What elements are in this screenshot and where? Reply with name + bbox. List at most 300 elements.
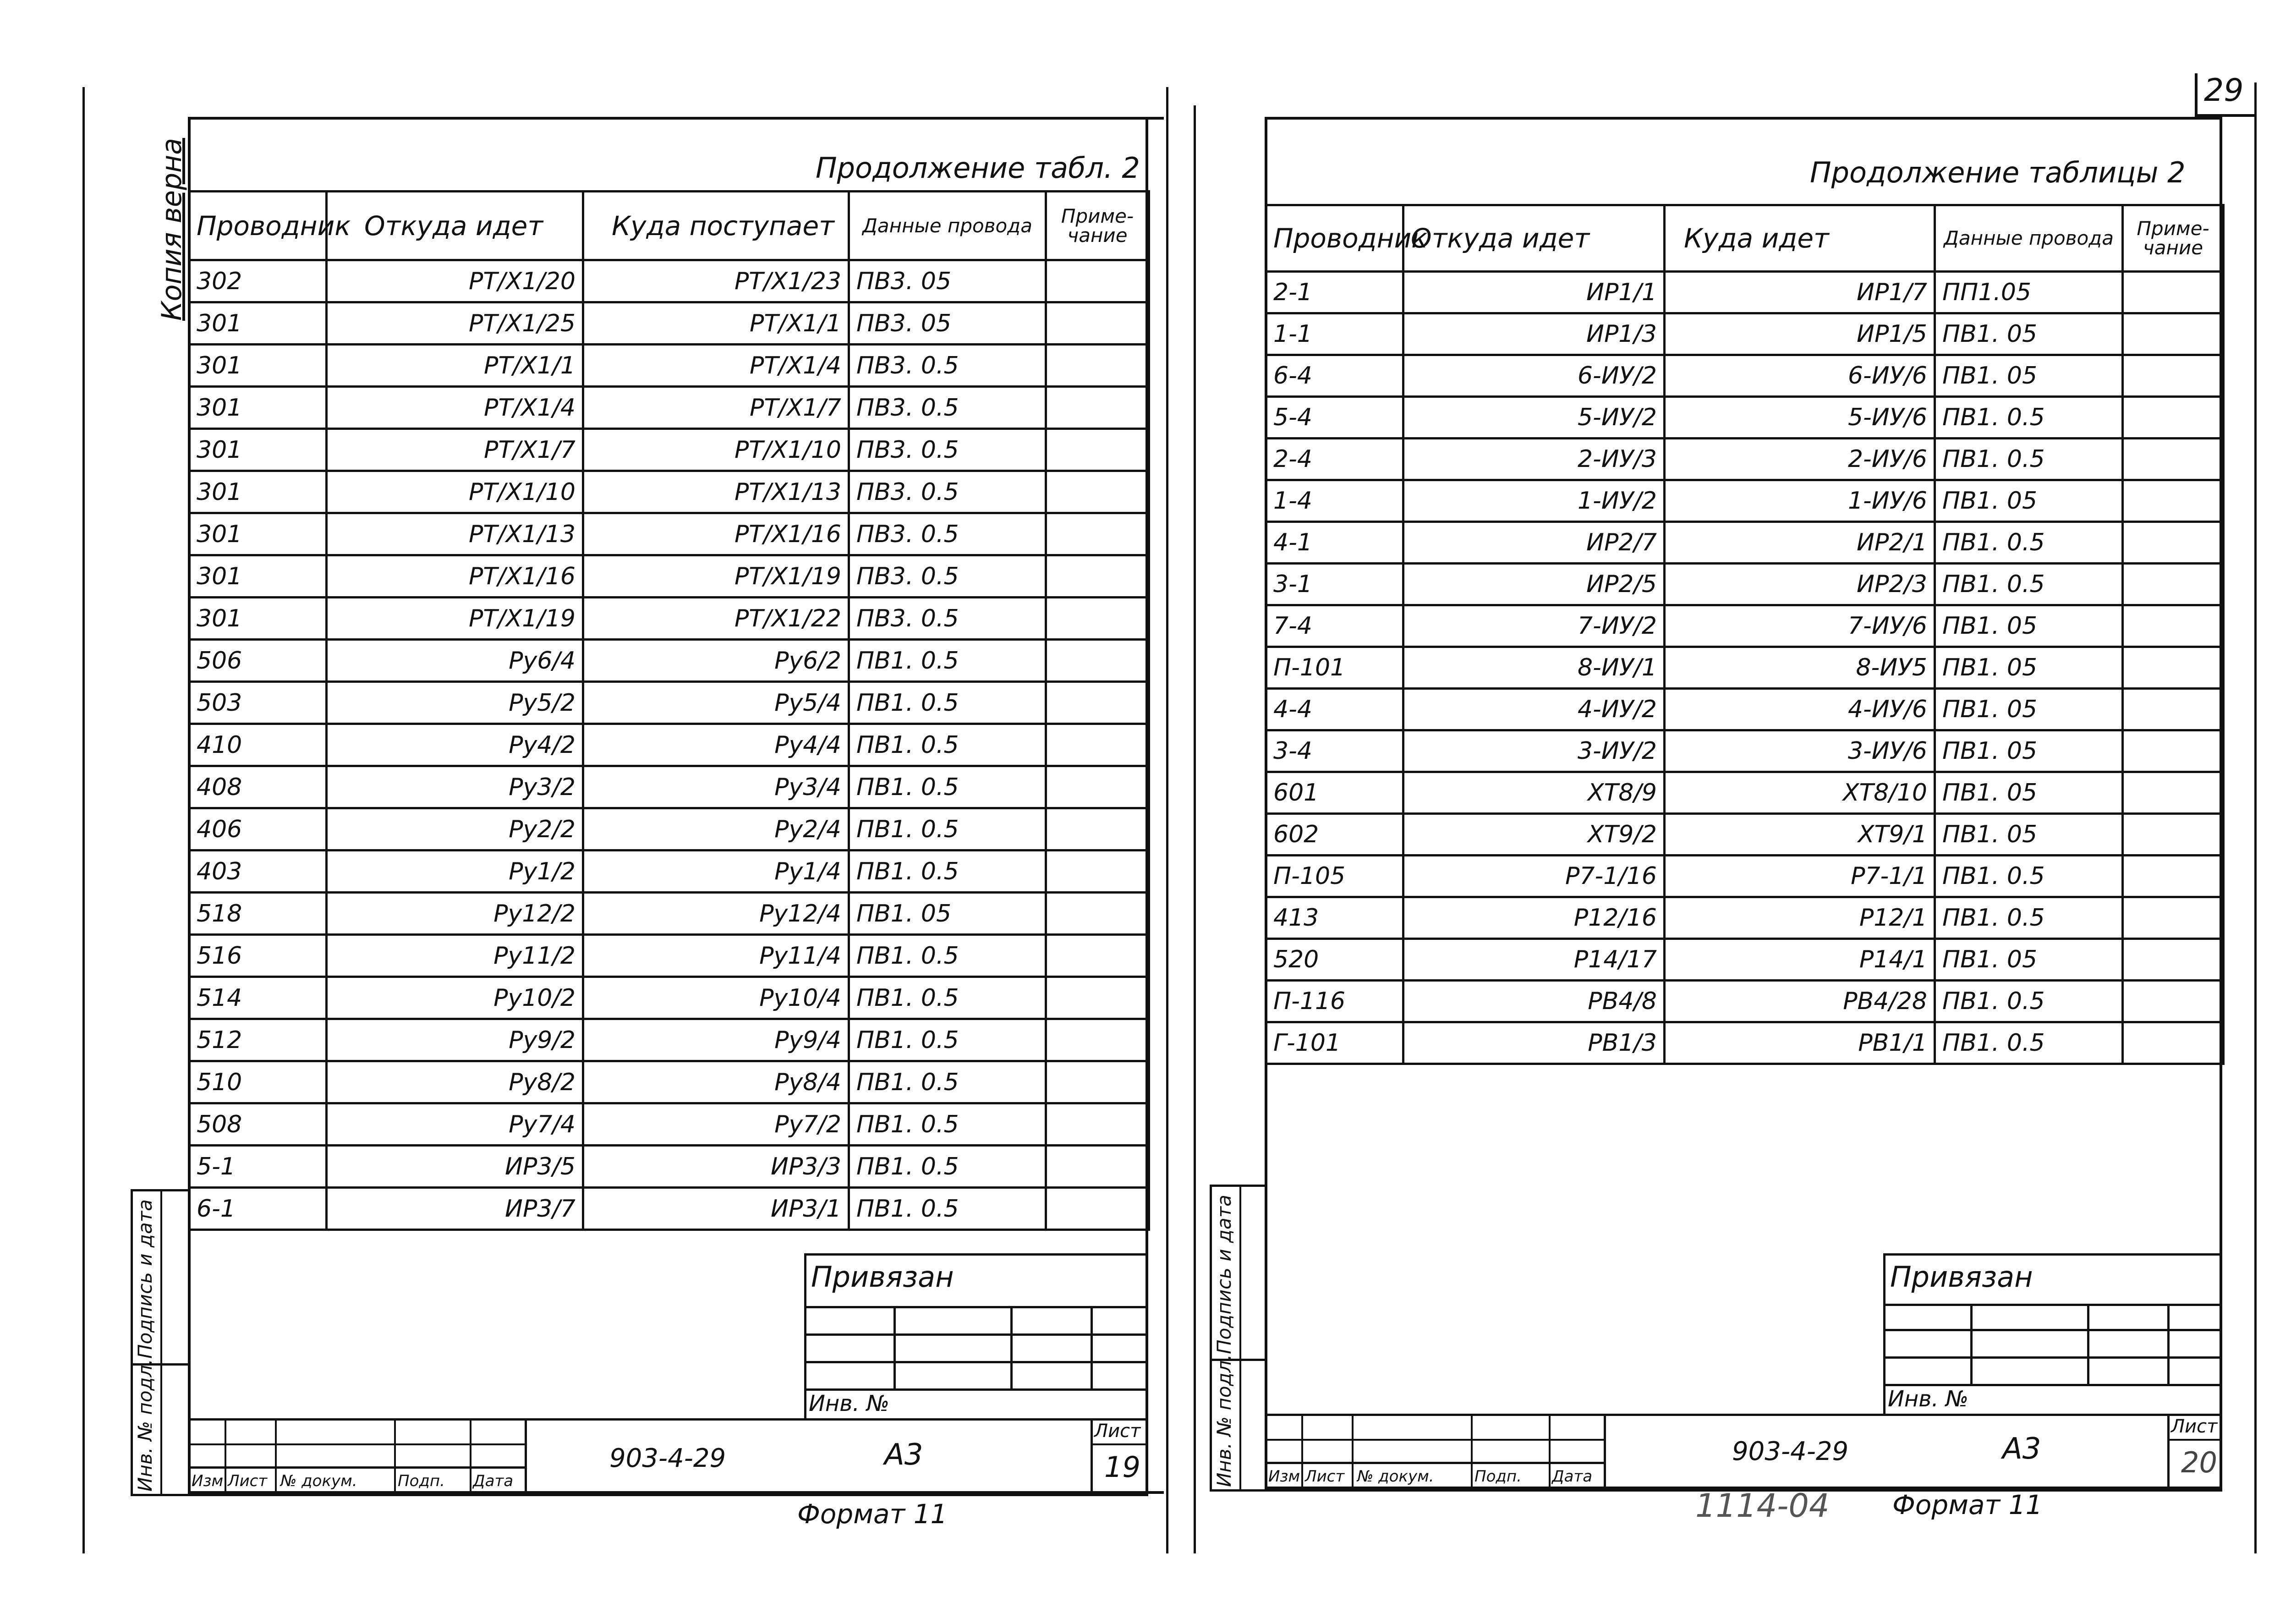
right-cell-note <box>2123 313 2224 355</box>
right-sheet-no: 20 <box>2181 1446 2217 1479</box>
right-tied-row1 <box>1883 1304 2222 1306</box>
right-cell-to: ИР1/7 <box>1665 272 1935 313</box>
right-stamp-c1 <box>1301 1414 1303 1492</box>
right-table-row <box>1266 1022 2224 1064</box>
right-header-to: Куда идет <box>1665 205 1935 272</box>
left-cell-wire-data: ПВ3. 05 <box>849 302 1046 345</box>
left-cell-note <box>1046 1019 1149 1061</box>
left-table-row <box>189 893 1149 935</box>
left-table-row <box>189 555 1149 598</box>
left-cell-wire: 503 <box>189 682 327 724</box>
right-cell-from: 5-ИУ/2 <box>1403 397 1665 439</box>
right-cell-wire-data: ПВ1. 05 <box>1935 689 2123 730</box>
left-cell-wire: 516 <box>189 935 327 977</box>
right-side-strip-col <box>1239 1185 1241 1492</box>
right-cell-wire-data: ПВ1. 05 <box>1935 939 2123 981</box>
left-cell-to: Ру10/4 <box>583 977 849 1019</box>
left-cell-note <box>1046 1061 1149 1103</box>
left-table-row <box>189 471 1149 513</box>
left-cell-to: ИР3/3 <box>583 1146 849 1188</box>
left-cell-to: PT/X1/4 <box>583 345 849 387</box>
right-cell-note <box>2123 689 2224 730</box>
right-tied-col2 <box>2087 1304 2089 1384</box>
right-stamp-sheetrow <box>2167 1439 2222 1441</box>
left-edge-line <box>82 87 85 1553</box>
left-cell-to: Ру3/4 <box>583 766 849 808</box>
right-cell-from: ИР1/3 <box>1403 313 1665 355</box>
right-cell-from: ИР1/1 <box>1403 272 1665 313</box>
right-doc-code: 903-4-29 <box>1732 1437 1849 1466</box>
left-cell-note <box>1046 977 1149 1019</box>
right-edge-line <box>2254 82 2257 1553</box>
right-header-from: Откуда идет <box>1403 205 1665 272</box>
right-cell-note <box>2123 1022 2224 1064</box>
left-cell-wire: 5-1 <box>189 1146 327 1188</box>
left-cell-wire: 518 <box>189 893 327 935</box>
left-table-row <box>189 598 1149 640</box>
left-cell-wire-data: ПВ1. 0.5 <box>849 1188 1046 1230</box>
left-cell-wire-data: ПВ3. 0.5 <box>849 471 1046 513</box>
right-cell-note <box>2123 439 2224 480</box>
right-cell-wire-data: ПВ1. 05 <box>1935 814 2123 856</box>
right-cell-wire: 1-4 <box>1266 480 1403 522</box>
left-cell-from: ИР3/5 <box>327 1146 583 1188</box>
left-cell-from: ИР3/7 <box>327 1188 583 1230</box>
left-cell-wire-data: ПВ1. 05 <box>849 893 1046 935</box>
left-tied-col1 <box>893 1306 896 1388</box>
left-cell-wire: 301 <box>189 598 327 640</box>
right-cell-to: PB1/1 <box>1665 1022 1935 1064</box>
right-cell-wire: 2-1 <box>1266 272 1403 313</box>
left-cell-note <box>1046 1103 1149 1146</box>
right-cell-wire: 5-4 <box>1266 397 1403 439</box>
right-format-line: Формат 11 <box>1892 1489 2043 1520</box>
right-tied-row3 <box>1883 1356 2222 1359</box>
right-cell-from: PB4/8 <box>1403 981 1665 1022</box>
left-header-note: Приме-чание <box>1046 192 1149 260</box>
left-cell-from: Ру2/2 <box>327 808 583 850</box>
right-cell-to: P14/1 <box>1665 939 1935 981</box>
right-table-row <box>1266 480 2224 522</box>
right-table-row <box>1266 313 2224 355</box>
right-cell-wire-data: ПВ1. 05 <box>1935 772 2123 814</box>
left-cell-to: Ру5/4 <box>583 682 849 724</box>
left-stamp-c1 <box>225 1418 226 1496</box>
right-table-row <box>1266 939 2224 981</box>
right-cell-note <box>2123 939 2224 981</box>
left-cell-wire-data: ПВ3. 0.5 <box>849 345 1046 387</box>
left-cell-wire-data: ПВ1. 0.5 <box>849 682 1046 724</box>
left-table-row <box>189 387 1149 429</box>
right-tied-col1 <box>1970 1304 1973 1384</box>
right-stamp-c4 <box>1549 1414 1551 1492</box>
right-cell-to: 8-ИУ5 <box>1665 647 1935 689</box>
left-cell-from: Ру5/2 <box>327 682 583 724</box>
left-cell-from: Ру4/2 <box>327 724 583 766</box>
left-cell-to: PT/X1/19 <box>583 555 849 598</box>
right-cell-wire-data: ПВ1. 0.5 <box>1935 439 2123 480</box>
right-table-row <box>1266 814 2224 856</box>
left-cell-wire-data: ПВ1. 0.5 <box>849 1103 1046 1146</box>
left-format-code: А3 <box>884 1438 923 1472</box>
left-stamp-c4 <box>470 1418 471 1496</box>
right-stamp-doc: № докум. <box>1357 1467 1434 1486</box>
left-cell-from: PT/X1/1 <box>327 345 583 387</box>
left-cell-wire: 301 <box>189 302 327 345</box>
left-stamp-divider <box>525 1418 527 1496</box>
left-cell-from: PT/X1/10 <box>327 471 583 513</box>
left-table-row <box>189 1103 1149 1146</box>
right-cell-from: 2-ИУ/3 <box>1403 439 1665 480</box>
right-cell-from: 6-ИУ/2 <box>1403 355 1665 397</box>
left-cell-from: Ру3/2 <box>327 766 583 808</box>
left-cell-to: PT/X1/1 <box>583 302 849 345</box>
left-cell-wire: 301 <box>189 471 327 513</box>
right-table-row <box>1266 605 2224 647</box>
left-cell-from: PT/X1/7 <box>327 429 583 471</box>
right-stamp-mid <box>1265 1462 1606 1464</box>
right-cell-to: XT9/1 <box>1665 814 1935 856</box>
right-inv-no: Инв. № <box>1888 1386 1969 1412</box>
left-copy-stamp: Копия верна <box>156 137 188 321</box>
left-cell-wire-data: ПВ1. 0.5 <box>849 935 1046 977</box>
right-cell-wire: Г-101 <box>1266 1022 1403 1064</box>
left-stamp-mid <box>188 1466 527 1469</box>
right-cell-to: 5-ИУ/6 <box>1665 397 1935 439</box>
right-table-row <box>1266 397 2224 439</box>
right-cell-wire: П-105 <box>1266 856 1403 897</box>
left-table-row <box>189 302 1149 345</box>
left-table-row <box>189 429 1149 471</box>
left-header-wire: Проводник <box>189 192 327 260</box>
left-cell-note <box>1046 598 1149 640</box>
right-table-row <box>1266 355 2224 397</box>
left-table-title: Продолжение табл. 2 <box>816 151 1140 185</box>
left-cell-to: PT/X1/7 <box>583 387 849 429</box>
left-cell-wire: 302 <box>189 260 327 302</box>
left-table-row <box>189 513 1149 555</box>
left-cell-wire: 403 <box>189 850 327 893</box>
left-cell-wire-data: ПВ3. 05 <box>849 260 1046 302</box>
left-cell-note <box>1046 302 1149 345</box>
left-table-row <box>189 1146 1149 1188</box>
right-header-data: Данные провода <box>1935 205 2123 272</box>
left-cell-from: PT/X1/25 <box>327 302 583 345</box>
left-stamp-date: Дата <box>473 1472 514 1490</box>
right-cell-wire-data: ПВ1. 0.5 <box>1935 1022 2123 1064</box>
right-cell-note <box>2123 772 2224 814</box>
left-cell-to: Ру1/4 <box>583 850 849 893</box>
right-stamp-list: Лист <box>1305 1467 1345 1486</box>
left-cell-to: PT/X1/23 <box>583 260 849 302</box>
left-cell-note <box>1046 640 1149 682</box>
left-cell-note <box>1046 1188 1149 1230</box>
left-tied-row1 <box>804 1306 1148 1308</box>
left-cell-wire: 301 <box>189 345 327 387</box>
left-cell-to: ИР3/1 <box>583 1188 849 1230</box>
left-header-data: Данные провода <box>849 192 1046 260</box>
left-cell-wire: 410 <box>189 724 327 766</box>
left-cell-wire-data: ПВ1. 0.5 <box>849 766 1046 808</box>
left-cell-wire-data: ПВ1. 0.5 <box>849 1019 1046 1061</box>
left-cell-note <box>1046 850 1149 893</box>
right-cell-note <box>2123 897 2224 939</box>
left-cell-from: Ру1/2 <box>327 850 583 893</box>
left-cell-wire-data: ПВ3. 0.5 <box>849 555 1046 598</box>
right-side-label-inv: Инв. № подл. <box>1213 1354 1235 1487</box>
right-cell-wire: П-101 <box>1266 647 1403 689</box>
left-cell-to: Ру12/4 <box>583 893 849 935</box>
left-cell-from: Ру10/2 <box>327 977 583 1019</box>
right-cell-note <box>2123 605 2224 647</box>
right-cell-to: 1-ИУ/6 <box>1665 480 1935 522</box>
left-sheet-no: 19 <box>1104 1450 1140 1484</box>
right-cell-wire: 4-4 <box>1266 689 1403 730</box>
right-format-code: А3 <box>2002 1432 2041 1466</box>
right-cell-from: ИР2/5 <box>1403 564 1665 605</box>
right-tied-row2 <box>1883 1329 2222 1331</box>
right-stamp-sign: Подп. <box>1474 1467 1522 1486</box>
left-side-strip-col <box>160 1189 162 1496</box>
right-cell-to: 2-ИУ/6 <box>1665 439 1935 480</box>
right-cell-to: 3-ИУ/6 <box>1665 730 1935 772</box>
right-table-row <box>1266 981 2224 1022</box>
left-cell-wire: 301 <box>189 513 327 555</box>
left-table-row <box>189 808 1149 850</box>
left-cell-wire: 512 <box>189 1019 327 1061</box>
right-cell-wire-data: ПВ1. 0.5 <box>1935 522 2123 564</box>
left-cell-to: PT/X1/16 <box>583 513 849 555</box>
right-cell-from: 3-ИУ/2 <box>1403 730 1665 772</box>
left-cell-wire-data: ПВ3. 0.5 <box>849 513 1046 555</box>
right-table-row <box>1266 730 2224 772</box>
left-inv-no: Инв. № <box>809 1391 890 1416</box>
left-cell-to: PT/X1/10 <box>583 429 849 471</box>
right-cell-wire-data: ПВ1. 05 <box>1935 313 2123 355</box>
right-header-note: Приме-чание <box>2123 205 2224 272</box>
left-stamp-izm: Изм <box>192 1472 224 1490</box>
right-cell-from: P12/16 <box>1403 897 1665 939</box>
right-table-row <box>1266 272 2224 313</box>
center-left-line <box>1166 87 1168 1553</box>
left-tied-row3 <box>804 1361 1148 1363</box>
right-table-row <box>1266 647 2224 689</box>
right-cell-from: 1-ИУ/2 <box>1403 480 1665 522</box>
left-cell-note <box>1046 345 1149 387</box>
right-cell-wire-data: ПВ1. 0.5 <box>1935 397 2123 439</box>
right-cell-note <box>2123 355 2224 397</box>
right-cell-note <box>2123 814 2224 856</box>
left-table-row <box>189 345 1149 387</box>
left-stamp-c2 <box>275 1418 277 1496</box>
right-stamp-sheetcol <box>2167 1414 2170 1492</box>
right-table-row <box>1266 522 2224 564</box>
left-cell-wire-data: ПВ1. 0.5 <box>849 724 1046 766</box>
right-cell-wire-data: ПП1.05 <box>1935 272 2123 313</box>
right-cell-note <box>2123 856 2224 897</box>
right-cell-to: P7-1/1 <box>1665 856 1935 897</box>
left-cell-note <box>1046 1146 1149 1188</box>
right-cell-wire: 2-4 <box>1266 439 1403 480</box>
right-table-row <box>1266 439 2224 480</box>
left-cell-note <box>1046 513 1149 555</box>
left-cell-wire: 508 <box>189 1103 327 1146</box>
left-cell-to: Ру7/2 <box>583 1103 849 1146</box>
left-cell-wire: 301 <box>189 387 327 429</box>
left-stamp-c3 <box>394 1418 396 1496</box>
right-cell-to: 4-ИУ/6 <box>1665 689 1935 730</box>
left-stamp-doc: № докум. <box>280 1472 357 1490</box>
left-table-row <box>189 724 1149 766</box>
left-header-from: Откуда идет <box>327 192 583 260</box>
left-table-row <box>189 682 1149 724</box>
right-cell-wire: 413 <box>1266 897 1403 939</box>
left-cell-note <box>1046 260 1149 302</box>
left-stamp-sheetrow <box>1091 1443 1148 1445</box>
right-cell-wire-data: ПВ1. 05 <box>1935 605 2123 647</box>
left-cell-wire-data: ПВ1. 0.5 <box>849 977 1046 1019</box>
left-cell-to: Ру4/4 <box>583 724 849 766</box>
left-cell-wire-data: ПВ1. 0.5 <box>849 850 1046 893</box>
left-tied-label: Привязан <box>811 1260 954 1294</box>
left-cell-from: Ру12/2 <box>327 893 583 935</box>
right-stamp-c3 <box>1471 1414 1473 1492</box>
left-cell-from: Ру8/2 <box>327 1061 583 1103</box>
right-stamp-izm: Изм <box>1268 1467 1300 1486</box>
right-cell-from: 4-ИУ/2 <box>1403 689 1665 730</box>
right-cell-to: XT8/10 <box>1665 772 1935 814</box>
right-cell-to: 7-ИУ/6 <box>1665 605 1935 647</box>
left-stamp-list: Лист <box>228 1472 268 1490</box>
left-stamp-r1 <box>188 1443 527 1445</box>
left-cell-wire: 6-1 <box>189 1188 327 1230</box>
left-stamp-sign: Подп. <box>398 1472 445 1490</box>
right-cell-to: PB4/28 <box>1665 981 1935 1022</box>
left-doc-code: 903-4-29 <box>609 1443 726 1473</box>
left-cell-wire: 514 <box>189 977 327 1019</box>
right-cell-from: 8-ИУ/1 <box>1403 647 1665 689</box>
right-cell-wire-data: ПВ1. 05 <box>1935 730 2123 772</box>
left-cell-wire-data: ПВ1. 0.5 <box>849 640 1046 682</box>
left-stamp-sheetcol <box>1091 1418 1093 1496</box>
right-stamp-r1 <box>1265 1439 1606 1441</box>
right-cell-note <box>2123 981 2224 1022</box>
left-table-row <box>189 1019 1149 1061</box>
right-cell-note <box>2123 480 2224 522</box>
right-cell-from: 7-ИУ/2 <box>1403 605 1665 647</box>
right-cell-note <box>2123 272 2224 313</box>
right-cell-to: ИР1/5 <box>1665 313 1935 355</box>
left-sheet-label: Лист <box>1094 1421 1141 1442</box>
right-cell-wire-data: ПВ1. 0.5 <box>1935 897 2123 939</box>
right-table-row <box>1266 689 2224 730</box>
left-cell-note <box>1046 766 1149 808</box>
right-cell-from: P14/17 <box>1403 939 1665 981</box>
left-cell-wire-data: ПВ1. 0.5 <box>849 1061 1046 1103</box>
right-stamp-divider <box>1604 1414 1606 1492</box>
right-cell-to: 6-ИУ/6 <box>1665 355 1935 397</box>
left-cell-from: Ру9/2 <box>327 1019 583 1061</box>
right-cell-wire: 601 <box>1266 772 1403 814</box>
left-cell-to: Ру8/4 <box>583 1061 849 1103</box>
right-table-row <box>1266 856 2224 897</box>
right-cell-note <box>2123 522 2224 564</box>
left-cell-from: Ру11/2 <box>327 935 583 977</box>
left-cell-wire-data: ПВ1. 0.5 <box>849 808 1046 850</box>
left-tied-col3 <box>1091 1306 1093 1388</box>
left-table-row <box>189 935 1149 977</box>
right-cell-wire-data: ПВ1. 05 <box>1935 647 2123 689</box>
left-header-to: Куда поступает <box>583 192 849 260</box>
left-cell-from: PT/X1/16 <box>327 555 583 598</box>
left-cell-to: PT/X1/13 <box>583 471 849 513</box>
left-cell-to: Ру9/4 <box>583 1019 849 1061</box>
right-cell-wire-data: ПВ1. 05 <box>1935 480 2123 522</box>
right-cell-wire: 3-4 <box>1266 730 1403 772</box>
right-cell-note <box>2123 647 2224 689</box>
left-cell-note <box>1046 808 1149 850</box>
right-cell-to: P12/1 <box>1665 897 1935 939</box>
right-cell-wire: 6-4 <box>1266 355 1403 397</box>
right-tied-col3 <box>2167 1304 2170 1384</box>
left-cell-to: PT/X1/22 <box>583 598 849 640</box>
right-cell-to: ИР2/1 <box>1665 522 1935 564</box>
left-cell-wire: 408 <box>189 766 327 808</box>
right-cell-from: XT9/2 <box>1403 814 1665 856</box>
left-cell-from: PT/X1/4 <box>327 387 583 429</box>
left-side-label-sign: Подпись и дата <box>134 1199 156 1359</box>
right-table-row <box>1266 897 2224 939</box>
left-tied-row2 <box>804 1333 1148 1336</box>
left-cell-wire-data: ПВ3. 0.5 <box>849 429 1046 471</box>
left-cell-to: Ру6/2 <box>583 640 849 682</box>
right-header-wire: Проводник <box>1266 205 1403 272</box>
left-wire-table <box>188 190 1150 1231</box>
left-cell-from: Ру6/4 <box>327 640 583 682</box>
left-cell-from: Ру7/4 <box>327 1103 583 1146</box>
right-cell-from: XT8/9 <box>1403 772 1665 814</box>
right-cell-wire: 7-4 <box>1266 605 1403 647</box>
right-wire-table <box>1265 204 2225 1065</box>
right-cell-wire: 520 <box>1266 939 1403 981</box>
right-table-row <box>1266 564 2224 605</box>
page-number: 29 <box>2204 72 2244 109</box>
right-cell-wire-data: ПВ1. 05 <box>1935 355 2123 397</box>
right-cell-from: P7-1/16 <box>1403 856 1665 897</box>
left-cell-wire: 406 <box>189 808 327 850</box>
left-cell-note <box>1046 724 1149 766</box>
left-table-row <box>189 1061 1149 1103</box>
left-cell-from: PT/X1/19 <box>327 598 583 640</box>
left-table-row <box>189 640 1149 682</box>
left-cell-wire-data: ПВ1. 0.5 <box>849 1146 1046 1188</box>
left-format-line: Формат 11 <box>797 1498 948 1530</box>
left-cell-wire-data: ПВ3. 0.5 <box>849 598 1046 640</box>
left-cell-note <box>1046 387 1149 429</box>
right-cell-from: PB1/3 <box>1403 1022 1665 1064</box>
right-cell-note <box>2123 730 2224 772</box>
right-table-row <box>1266 772 2224 814</box>
right-side-label-sign: Подпись и дата <box>1213 1195 1235 1354</box>
left-table-row <box>189 1188 1149 1230</box>
right-table-title: Продолжение таблицы 2 <box>1810 156 2186 189</box>
right-stamp-c2 <box>1352 1414 1354 1492</box>
left-table-row <box>189 977 1149 1019</box>
left-table-row <box>189 260 1149 302</box>
left-table-row <box>189 850 1149 893</box>
right-sheet-label: Лист <box>2171 1416 2218 1437</box>
right-cell-wire: 602 <box>1266 814 1403 856</box>
